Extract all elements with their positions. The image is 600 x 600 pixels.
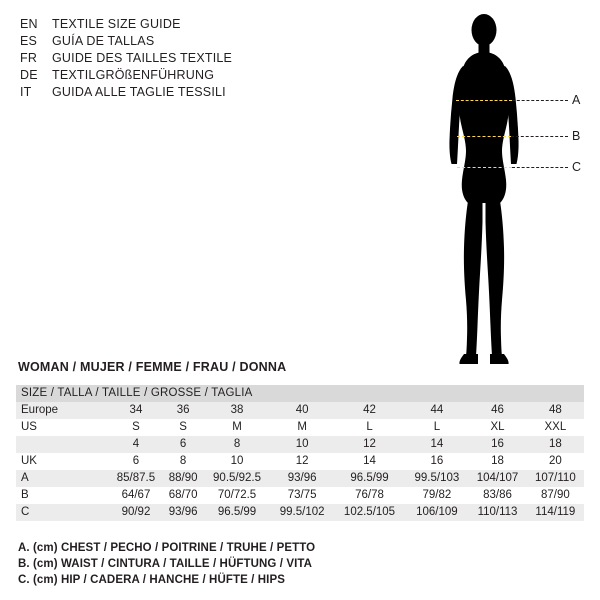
cell: 14 xyxy=(405,436,468,453)
cell: 8 xyxy=(203,436,270,453)
language-code: ES xyxy=(20,34,38,48)
language-title: GUIDA ALLE TAGLIE TESSILI xyxy=(52,85,226,99)
row-label: C xyxy=(16,504,109,521)
cell: S xyxy=(163,419,203,436)
language-title: GUÍA DE TALLAS xyxy=(52,34,155,48)
footnote-list xyxy=(18,540,578,588)
language-title: TEXTILE SIZE GUIDE xyxy=(52,17,181,31)
cell: 107/110 xyxy=(527,470,584,487)
language-row xyxy=(20,16,320,33)
language-code: DE xyxy=(20,68,38,82)
row-label: A xyxy=(16,470,109,487)
language-code: EN xyxy=(20,17,38,31)
cell: M xyxy=(271,419,334,436)
cell: 88/90 xyxy=(163,470,203,487)
cell: S xyxy=(109,419,163,436)
cell: 83/86 xyxy=(468,487,526,504)
cell: XL xyxy=(468,419,526,436)
row-label: Europe xyxy=(16,402,109,419)
language-list xyxy=(20,16,320,101)
cell: 99.5/103 xyxy=(405,470,468,487)
cell: 10 xyxy=(203,453,270,470)
cell: 16 xyxy=(468,436,526,453)
cell: 76/78 xyxy=(334,487,406,504)
cell: 42 xyxy=(334,402,406,419)
measure-line-chest xyxy=(456,100,512,101)
table-row xyxy=(16,504,584,521)
row-label xyxy=(16,436,109,453)
language-row xyxy=(20,67,320,84)
footnote-hip: C. (cm) HIP / CADERA / HANCHE / HÜFTE / HIPS xyxy=(18,574,286,586)
cell: 106/109 xyxy=(405,504,468,521)
cell: 114/119 xyxy=(527,504,584,521)
cell: 8 xyxy=(163,453,203,470)
cell: 14 xyxy=(334,453,406,470)
cell: 102.5/105 xyxy=(334,504,406,521)
female-silhouette-figure xyxy=(430,8,590,373)
cell: 99.5/102 xyxy=(271,504,334,521)
cell: 6 xyxy=(109,453,163,470)
cell: 104/107 xyxy=(468,470,526,487)
cell: 36 xyxy=(163,402,203,419)
cell: 18 xyxy=(468,453,526,470)
cell: 40 xyxy=(271,402,334,419)
cell: 10 xyxy=(271,436,334,453)
cell: L xyxy=(405,419,468,436)
cell: 85/87.5 xyxy=(109,470,163,487)
cell: 110/113 xyxy=(468,504,526,521)
cell: L xyxy=(334,419,406,436)
cell: 48 xyxy=(527,402,584,419)
cell: 46 xyxy=(468,402,526,419)
cell: 12 xyxy=(271,453,334,470)
cell: 64/67 xyxy=(109,487,163,504)
table-header-label: SIZE / TALLA / TAILLE / GROSSE / TAGLIA xyxy=(21,387,253,399)
cell: 44 xyxy=(405,402,468,419)
cell: 38 xyxy=(203,402,270,419)
measure-pointer-hip xyxy=(512,167,568,168)
measure-label-a: A xyxy=(572,93,581,107)
measure-line-waist xyxy=(457,136,511,137)
row-label: B xyxy=(16,487,109,504)
cell: 4 xyxy=(109,436,163,453)
cell: XXL xyxy=(527,419,584,436)
cell: 16 xyxy=(405,453,468,470)
cell: 18 xyxy=(527,436,584,453)
language-row xyxy=(20,84,320,101)
table-row xyxy=(16,402,584,419)
cell: M xyxy=(203,419,270,436)
cell: 20 xyxy=(527,453,584,470)
row-label: US xyxy=(16,419,109,436)
cell: 12 xyxy=(334,436,406,453)
table-header-row xyxy=(16,385,584,402)
table-row xyxy=(16,487,584,504)
female-body-silhouette-icon xyxy=(430,8,590,373)
table-row xyxy=(16,470,584,487)
measure-line-hip xyxy=(457,167,512,168)
cell: 73/75 xyxy=(271,487,334,504)
table-row xyxy=(16,419,584,436)
measure-pointer-waist xyxy=(511,136,568,137)
size-table xyxy=(16,385,584,521)
cell: 90.5/92.5 xyxy=(203,470,270,487)
cell: 93/96 xyxy=(271,470,334,487)
cell: 90/92 xyxy=(109,504,163,521)
measure-label-b: B xyxy=(572,129,581,143)
table-row xyxy=(16,453,584,470)
language-title: GUIDE DES TAILLES TEXTILE xyxy=(52,51,233,65)
cell: 68/70 xyxy=(163,487,203,504)
table-row xyxy=(16,436,584,453)
language-row xyxy=(20,50,320,67)
footnote-waist: B. (cm) WAIST / CINTURA / TAILLE / HÜFTUNG / VITA xyxy=(18,558,313,570)
cell: 70/72.5 xyxy=(203,487,270,504)
cell: 87/90 xyxy=(527,487,584,504)
row-label: UK xyxy=(16,453,109,470)
cell: 96.5/99 xyxy=(334,470,406,487)
language-row xyxy=(20,33,320,50)
language-code: IT xyxy=(20,85,32,99)
footnote-chest: A. (cm) CHEST / PECHO / POITRINE / TRUHE / PETTO xyxy=(18,542,316,554)
cell: 96.5/99 xyxy=(203,504,270,521)
language-code: FR xyxy=(20,51,38,65)
measure-pointer-chest xyxy=(512,100,568,101)
language-title: TEXTILGRÖßENFÜHRUNG xyxy=(52,68,215,82)
cell: 79/82 xyxy=(405,487,468,504)
section-title-woman: WOMAN / MUJER / FEMME / FRAU / DONNA xyxy=(18,360,287,374)
cell: 6 xyxy=(163,436,203,453)
cell: 93/96 xyxy=(163,504,203,521)
measure-label-c: C xyxy=(572,160,582,174)
cell: 34 xyxy=(109,402,163,419)
